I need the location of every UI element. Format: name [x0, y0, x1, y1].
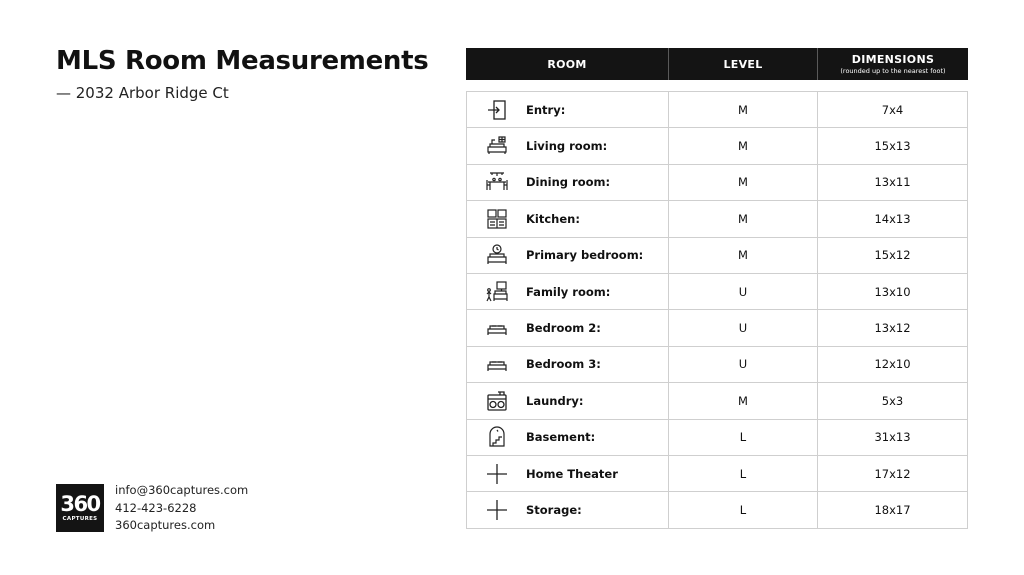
column-header-room: ROOM	[466, 48, 669, 80]
level-cell: M	[669, 128, 818, 163]
contact-phone[interactable]: 412-423-6228	[115, 500, 197, 515]
room-cell	[467, 383, 669, 418]
room-cell	[467, 238, 669, 273]
column-header-dimensions-note: (rounded up to the nearest foot)	[840, 67, 946, 75]
room-name: Dining room:	[526, 175, 611, 190]
dining-table-icon	[485, 170, 509, 194]
level-cell: U	[669, 274, 818, 309]
room-cell	[467, 347, 669, 382]
table-row	[467, 238, 967, 274]
stove-icon	[485, 207, 509, 231]
room-cell	[467, 420, 669, 455]
table-body	[466, 91, 968, 529]
dimensions-cell: 13x10	[874, 284, 911, 299]
table-row	[467, 347, 967, 383]
sofa-icon	[485, 134, 509, 158]
column-header-dimensions	[818, 48, 968, 80]
entry-icon	[485, 98, 509, 122]
room-name: Entry:	[526, 102, 566, 117]
contact-block	[56, 482, 248, 535]
dimensions-cell: 13x12	[874, 321, 911, 336]
room-cell	[467, 492, 669, 527]
room-name: Bedroom 3:	[526, 357, 601, 372]
table-row	[467, 310, 967, 346]
bed-icon	[485, 316, 509, 340]
dimensions-cell: 17x12	[874, 466, 911, 481]
dimensions-cell: 5x3	[881, 393, 904, 408]
tv-room-icon	[485, 280, 509, 304]
dimensions-cell: 15x13	[874, 139, 911, 154]
level-cell: M	[669, 238, 818, 273]
level-cell: L	[669, 456, 818, 491]
room-name: Primary bedroom:	[526, 248, 644, 263]
logo-word: CAPTURES	[62, 516, 98, 523]
dimensions-cell: 31x13	[874, 430, 911, 445]
room-cell	[467, 128, 669, 163]
room-measurements-table	[466, 48, 968, 529]
contact-website[interactable]: 360captures.com	[115, 518, 216, 532]
column-header-level: LEVEL	[669, 48, 818, 80]
room-name: Kitchen:	[526, 211, 580, 226]
level-cell: M	[669, 383, 818, 418]
table-row	[467, 456, 967, 492]
level-cell: U	[669, 347, 818, 382]
room-name: Laundry:	[526, 393, 584, 408]
plus-icon	[485, 462, 509, 486]
contact-lines	[115, 482, 248, 535]
room-name: Living room:	[526, 139, 608, 154]
dimensions-cell: 12x10	[874, 357, 911, 372]
level-cell: L	[669, 420, 818, 455]
bed-icon	[485, 352, 509, 376]
room-cell	[467, 201, 669, 236]
level-cell: L	[669, 492, 818, 527]
table-row	[467, 201, 967, 237]
page-title: MLS Room Measurements	[56, 46, 429, 76]
table-header	[466, 48, 968, 80]
logo-number: 360	[60, 492, 100, 517]
property-address: — 2032 Arbor Ridge Ct	[56, 84, 229, 102]
company-logo	[56, 484, 104, 532]
table-row	[467, 165, 967, 201]
plus-icon	[485, 498, 509, 522]
table-row	[467, 383, 967, 419]
table-row	[467, 92, 967, 128]
dimensions-cell: 18x17	[874, 502, 911, 517]
table-row	[467, 492, 967, 528]
dimensions-cell: 7x4	[881, 102, 904, 117]
room-cell	[467, 456, 669, 491]
dimensions-cell: 15x12	[874, 248, 911, 263]
room-cell	[467, 92, 669, 127]
dimensions-cell: 13x11	[874, 175, 911, 190]
bedroom-clock-icon	[485, 243, 509, 267]
room-name: Storage:	[526, 502, 582, 517]
washing-machine-icon	[485, 389, 509, 413]
table-row	[467, 274, 967, 310]
room-name: Home Theater	[526, 466, 618, 481]
room-cell	[467, 165, 669, 200]
level-cell: M	[669, 92, 818, 127]
level-cell: M	[669, 201, 818, 236]
room-name: Basement:	[526, 430, 596, 445]
column-header-dimensions-label: DIMENSIONS	[851, 53, 935, 66]
basement-stairs-icon	[485, 425, 509, 449]
level-cell: M	[669, 165, 818, 200]
room-cell	[467, 274, 669, 309]
level-cell: U	[669, 310, 818, 345]
room-name: Family room:	[526, 284, 611, 299]
dimensions-cell: 14x13	[874, 211, 911, 226]
table-row	[467, 420, 967, 456]
room-name: Bedroom 2:	[526, 321, 601, 336]
room-cell	[467, 310, 669, 345]
table-row	[467, 128, 967, 164]
contact-email[interactable]: info@360captures.com	[115, 483, 249, 497]
